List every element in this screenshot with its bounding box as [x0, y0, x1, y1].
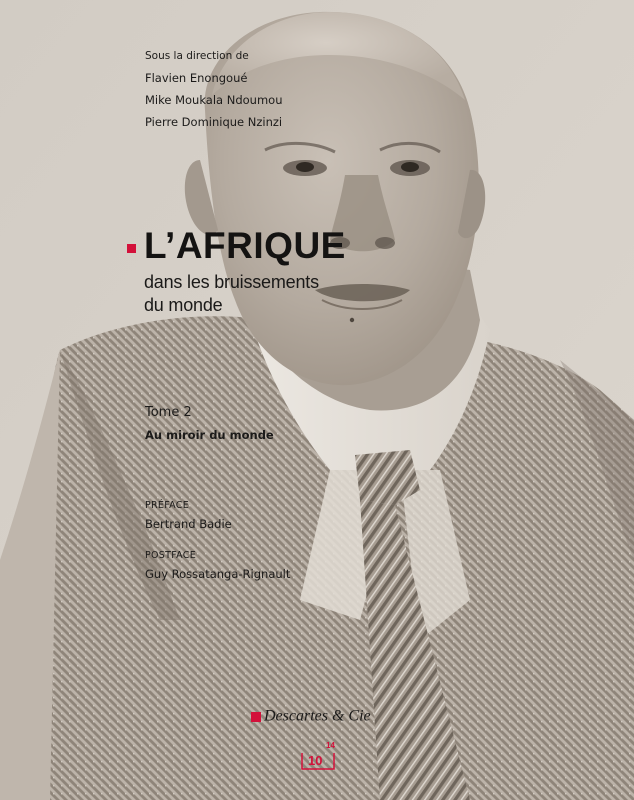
editor-name: Mike Moukala Ndoumou [145, 93, 283, 107]
editor-name: Flavien Enongoué [145, 71, 248, 85]
collection-superscript: 14 [326, 741, 335, 750]
publisher [251, 706, 371, 726]
editor-name: Pierre Dominique Nzinzi [145, 115, 283, 129]
subtitle-line: dans les bruissements [144, 272, 319, 292]
postface-author: Guy Rossatanga-Rignault [145, 567, 291, 581]
publisher-square-icon [251, 712, 261, 722]
book-subtitle [144, 271, 319, 317]
publisher-name: Descartes & Cie [264, 707, 371, 725]
book-title: L’AFRIQUE [144, 225, 346, 266]
preface-label: PRÉFACE [145, 500, 189, 511]
postface-label: POSTFACE [145, 550, 196, 561]
collection-number: 10 [308, 753, 323, 768]
direction-label: Sous la direction de [145, 50, 249, 62]
preface-author: Bertrand Badie [145, 517, 232, 531]
subtitle-line: du monde [144, 295, 223, 315]
tome-subtitle: Au miroir du monde [145, 428, 274, 442]
title-red-square-icon [127, 244, 136, 253]
tome-number: Tome 2 [145, 405, 192, 420]
